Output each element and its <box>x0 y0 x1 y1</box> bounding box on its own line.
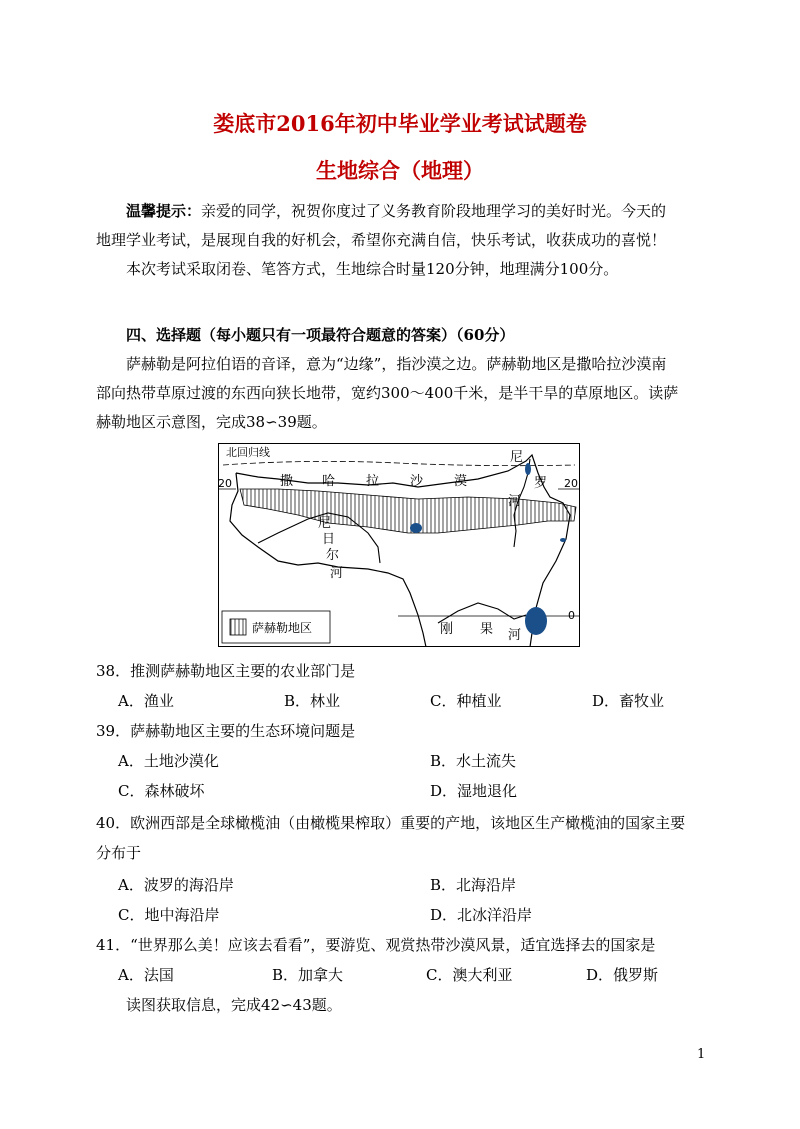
exam-subtitle: 生地综合（地理） <box>316 158 484 183</box>
q41-option-b: B．加拿大 <box>272 966 344 984</box>
q39-option-b: B．水土流失 <box>430 752 517 770</box>
nile-label-char-0: 尼 <box>510 450 524 465</box>
niger-label-char-1: 日 <box>322 532 336 547</box>
nile-label-char-2: 河 <box>508 494 522 509</box>
desert-label-char-1: 哈 <box>322 474 336 489</box>
desert-label-char-4: 漠 <box>454 474 468 489</box>
lat-20-left-label: 20 <box>218 477 232 490</box>
tips-text-1: 亲爱的同学，祝贺你度过了义务教育阶段地理学习的美好时光。今天的 <box>201 202 667 220</box>
lake-victoria <box>525 607 547 635</box>
q38-option-b: B．林业 <box>284 692 341 710</box>
section-intro-1: 萨赫勒是阿拉伯语的音译，意为“边缘”，指沙漠之边。萨赫勒地区是撒哈拉沙漠南 <box>126 355 667 373</box>
legend-label: 萨赫勒地区 <box>252 621 313 635</box>
q39-option-a: A．土地沙漠化 <box>118 752 219 770</box>
congo-label-char-0: 刚 <box>440 622 454 637</box>
lake-chad <box>410 523 422 533</box>
congo-label-char-2: 河 <box>508 628 522 643</box>
q38-option-d: D．畜牧业 <box>592 692 665 710</box>
lake-tana <box>560 538 566 542</box>
q40-option-d: D．北冰洋沿岸 <box>430 906 533 924</box>
q41-option-d: D．俄罗斯 <box>586 966 659 984</box>
q40-option-c: C．地中海沿岸 <box>118 906 220 924</box>
section-heading: 四、选择题（每小题只有一项最符合题意的答案）（60分） <box>126 326 515 344</box>
next-intro: 读图获取信息，完成42∽43题。 <box>126 996 342 1014</box>
tips-line-3: 本次考试采取闭卷、笔答方式，生地综合时量120分钟，地理满分100分。 <box>126 260 619 278</box>
exam-title: 娄底市2016年初中毕业学业考试试题卷 <box>213 111 587 136</box>
congo-label-char-1: 果 <box>480 622 494 637</box>
desert-label-char-0: 撒 <box>280 474 294 489</box>
tips-label: 温馨提示： <box>126 202 202 220</box>
q40-stem-2: 分布于 <box>96 844 142 862</box>
q41-option-a: A．法国 <box>118 966 174 984</box>
tropic-label: 北回归线 <box>226 446 270 459</box>
lat-20-right-label: 20 <box>564 477 578 490</box>
q39-stem: 39．萨赫勒地区主要的生态环境问题是 <box>96 722 356 740</box>
q41-option-c: C．澳大利亚 <box>426 966 513 984</box>
desert-label-char-2: 拉 <box>366 474 380 489</box>
q40-stem-1: 40．欧洲西部是全球橄榄油（由橄榄果榨取）重要的产地，该地区生产橄榄油的国家主要 <box>96 814 686 832</box>
q39-option-c: C．森林破坏 <box>118 782 205 800</box>
q40-option-b: B．北海沿岸 <box>430 876 517 894</box>
tips-line-1 <box>126 200 666 221</box>
niger-label-char-0: 尼 <box>318 516 332 531</box>
niger-label-char-3: 河 <box>330 566 344 581</box>
nile-label-char-1: 罗 <box>534 476 548 491</box>
tips-line-2: 地理学业考试，是展现自我的好机会，希望你充满自信，快乐考试，收获成功的喜悦！ <box>96 231 667 249</box>
page-number: 1 <box>697 1047 706 1062</box>
q41-stem: 41．“世界那么美！应该去看看”，要游览、观赏热带沙漠风景，适宜选择去的国家是 <box>96 936 656 954</box>
desert-label-char-3: 沙 <box>410 474 424 489</box>
q39-option-d: D．湿地退化 <box>430 782 518 800</box>
legend-swatch <box>230 619 246 635</box>
q38-stem: 38．推测萨赫勒地区主要的农业部门是 <box>96 662 356 680</box>
lake-nasser <box>525 463 531 475</box>
niger-label-char-2: 尔 <box>326 548 340 563</box>
section-intro-2: 部向热带草原过渡的东西向狭长地带，宽约300～400千米，是半干旱的草原地区。读萨 <box>96 384 679 402</box>
q40-option-a: A．波罗的海沿岸 <box>118 876 234 894</box>
equator-label: 0 <box>568 609 575 622</box>
q38-option-a: A．渔业 <box>118 692 174 710</box>
section-intro-3: 赫勒地区示意图，完成38∽39题。 <box>96 413 327 431</box>
sahel-map <box>218 443 580 647</box>
q38-option-c: C．种植业 <box>430 692 502 710</box>
